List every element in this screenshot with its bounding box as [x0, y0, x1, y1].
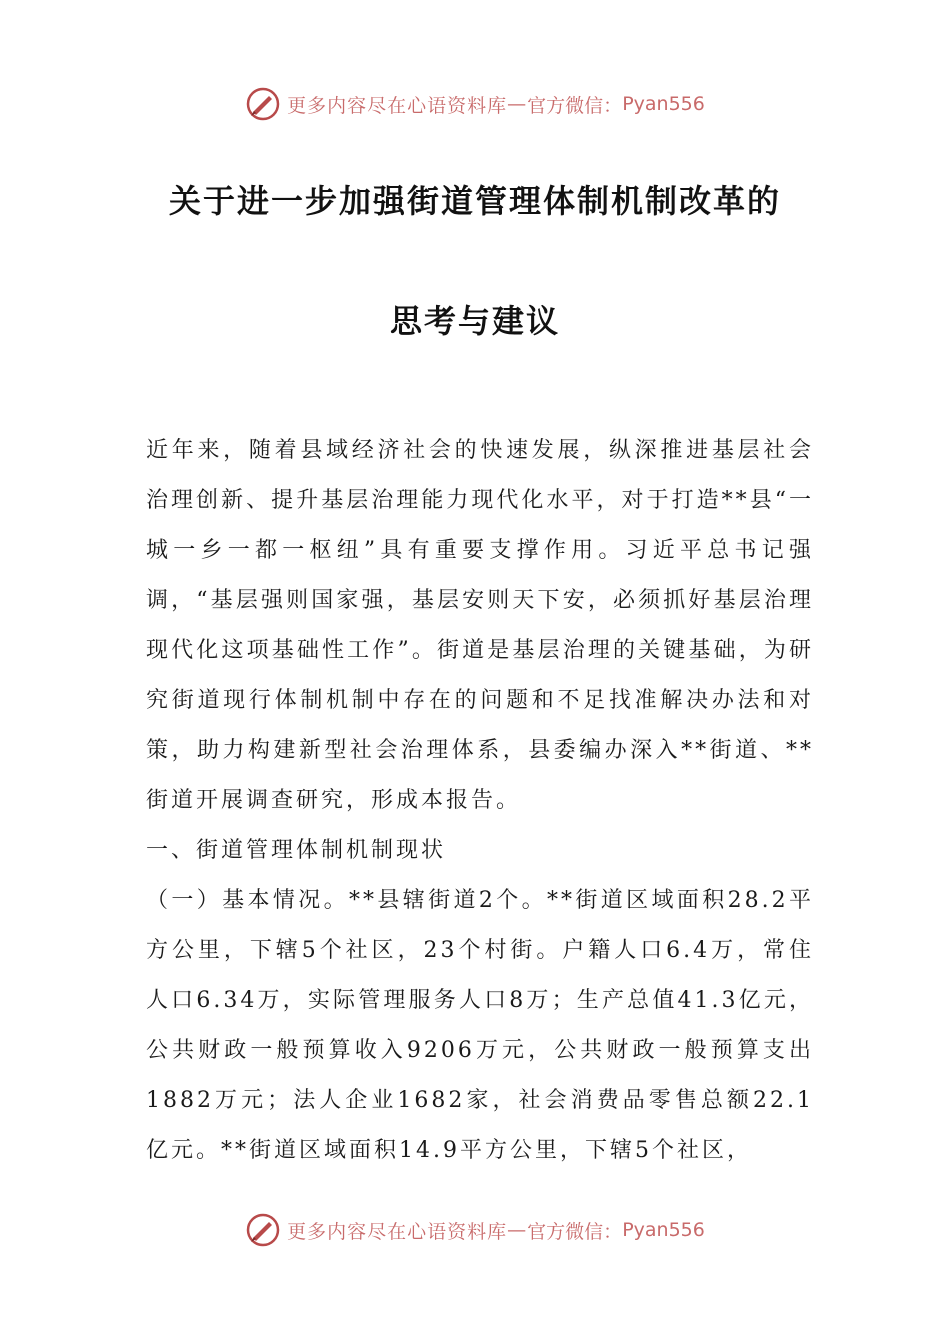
- banner-text: 更多内容尽在心语资料库: [287, 94, 508, 117]
- header-banner: [0, 84, 950, 124]
- banner-wechat-label: 官方微信：: [527, 94, 623, 117]
- banner-wechat-id: Pyan556: [622, 93, 705, 115]
- document-title-line1: 关于进一步加强街道管理体制机制改革的: [168, 182, 781, 220]
- document-body: [146, 426, 814, 1176]
- document-title-line2: 思考与建议: [389, 302, 560, 340]
- pen-logo-icon: [245, 1212, 281, 1248]
- intro-paragraph: 近年来，随着县域经济社会的快速发展，纵深推进基层社会治理创新、提升基层治理能力现代化水平，对于打造**县“一城一乡一都一枢纽”具有重要支撑作用。习近平总书记强调，“基层强则国家强，基层安则天下安，必须抓好基层治理现代化这项基础性工作”。街道是基层治理的关键基础，为研究街道现行体制机制中存在的问题和不足找准解决办法和对策，助力构建新型社会治理体系，县委编办深入**街道、**街道开展调查研究，形成本报告。: [146, 438, 814, 813]
- basic-situation-paragraph: （一）基本情况。**县辖街道2个。**街道区域面积28.2平方公里，下辖5个社区，23个村街。户籍人口6.4万，常住人口6.34万，实际管理服务人口8万；生产总值41.3亿元，公共财政一般预算收入9206万元，公共财政一般预算支出1882万元；法人企业1682家，社会消费品零售总额22.1亿元。**街道区域面积14.9平方公里，下辖5个社区，: [146, 888, 814, 1163]
- banner-wechat-label: 官方微信：: [527, 1220, 623, 1243]
- banner-text: 更多内容尽在心语资料库: [287, 1220, 508, 1243]
- banner-dash: —: [507, 1219, 528, 1241]
- section-heading: 一、街道管理体制机制现状: [146, 838, 447, 863]
- pen-logo-icon: [245, 86, 281, 122]
- banner-dash: —: [507, 93, 528, 115]
- banner-wechat-id: Pyan556: [622, 1219, 705, 1241]
- footer-banner: [0, 1210, 950, 1250]
